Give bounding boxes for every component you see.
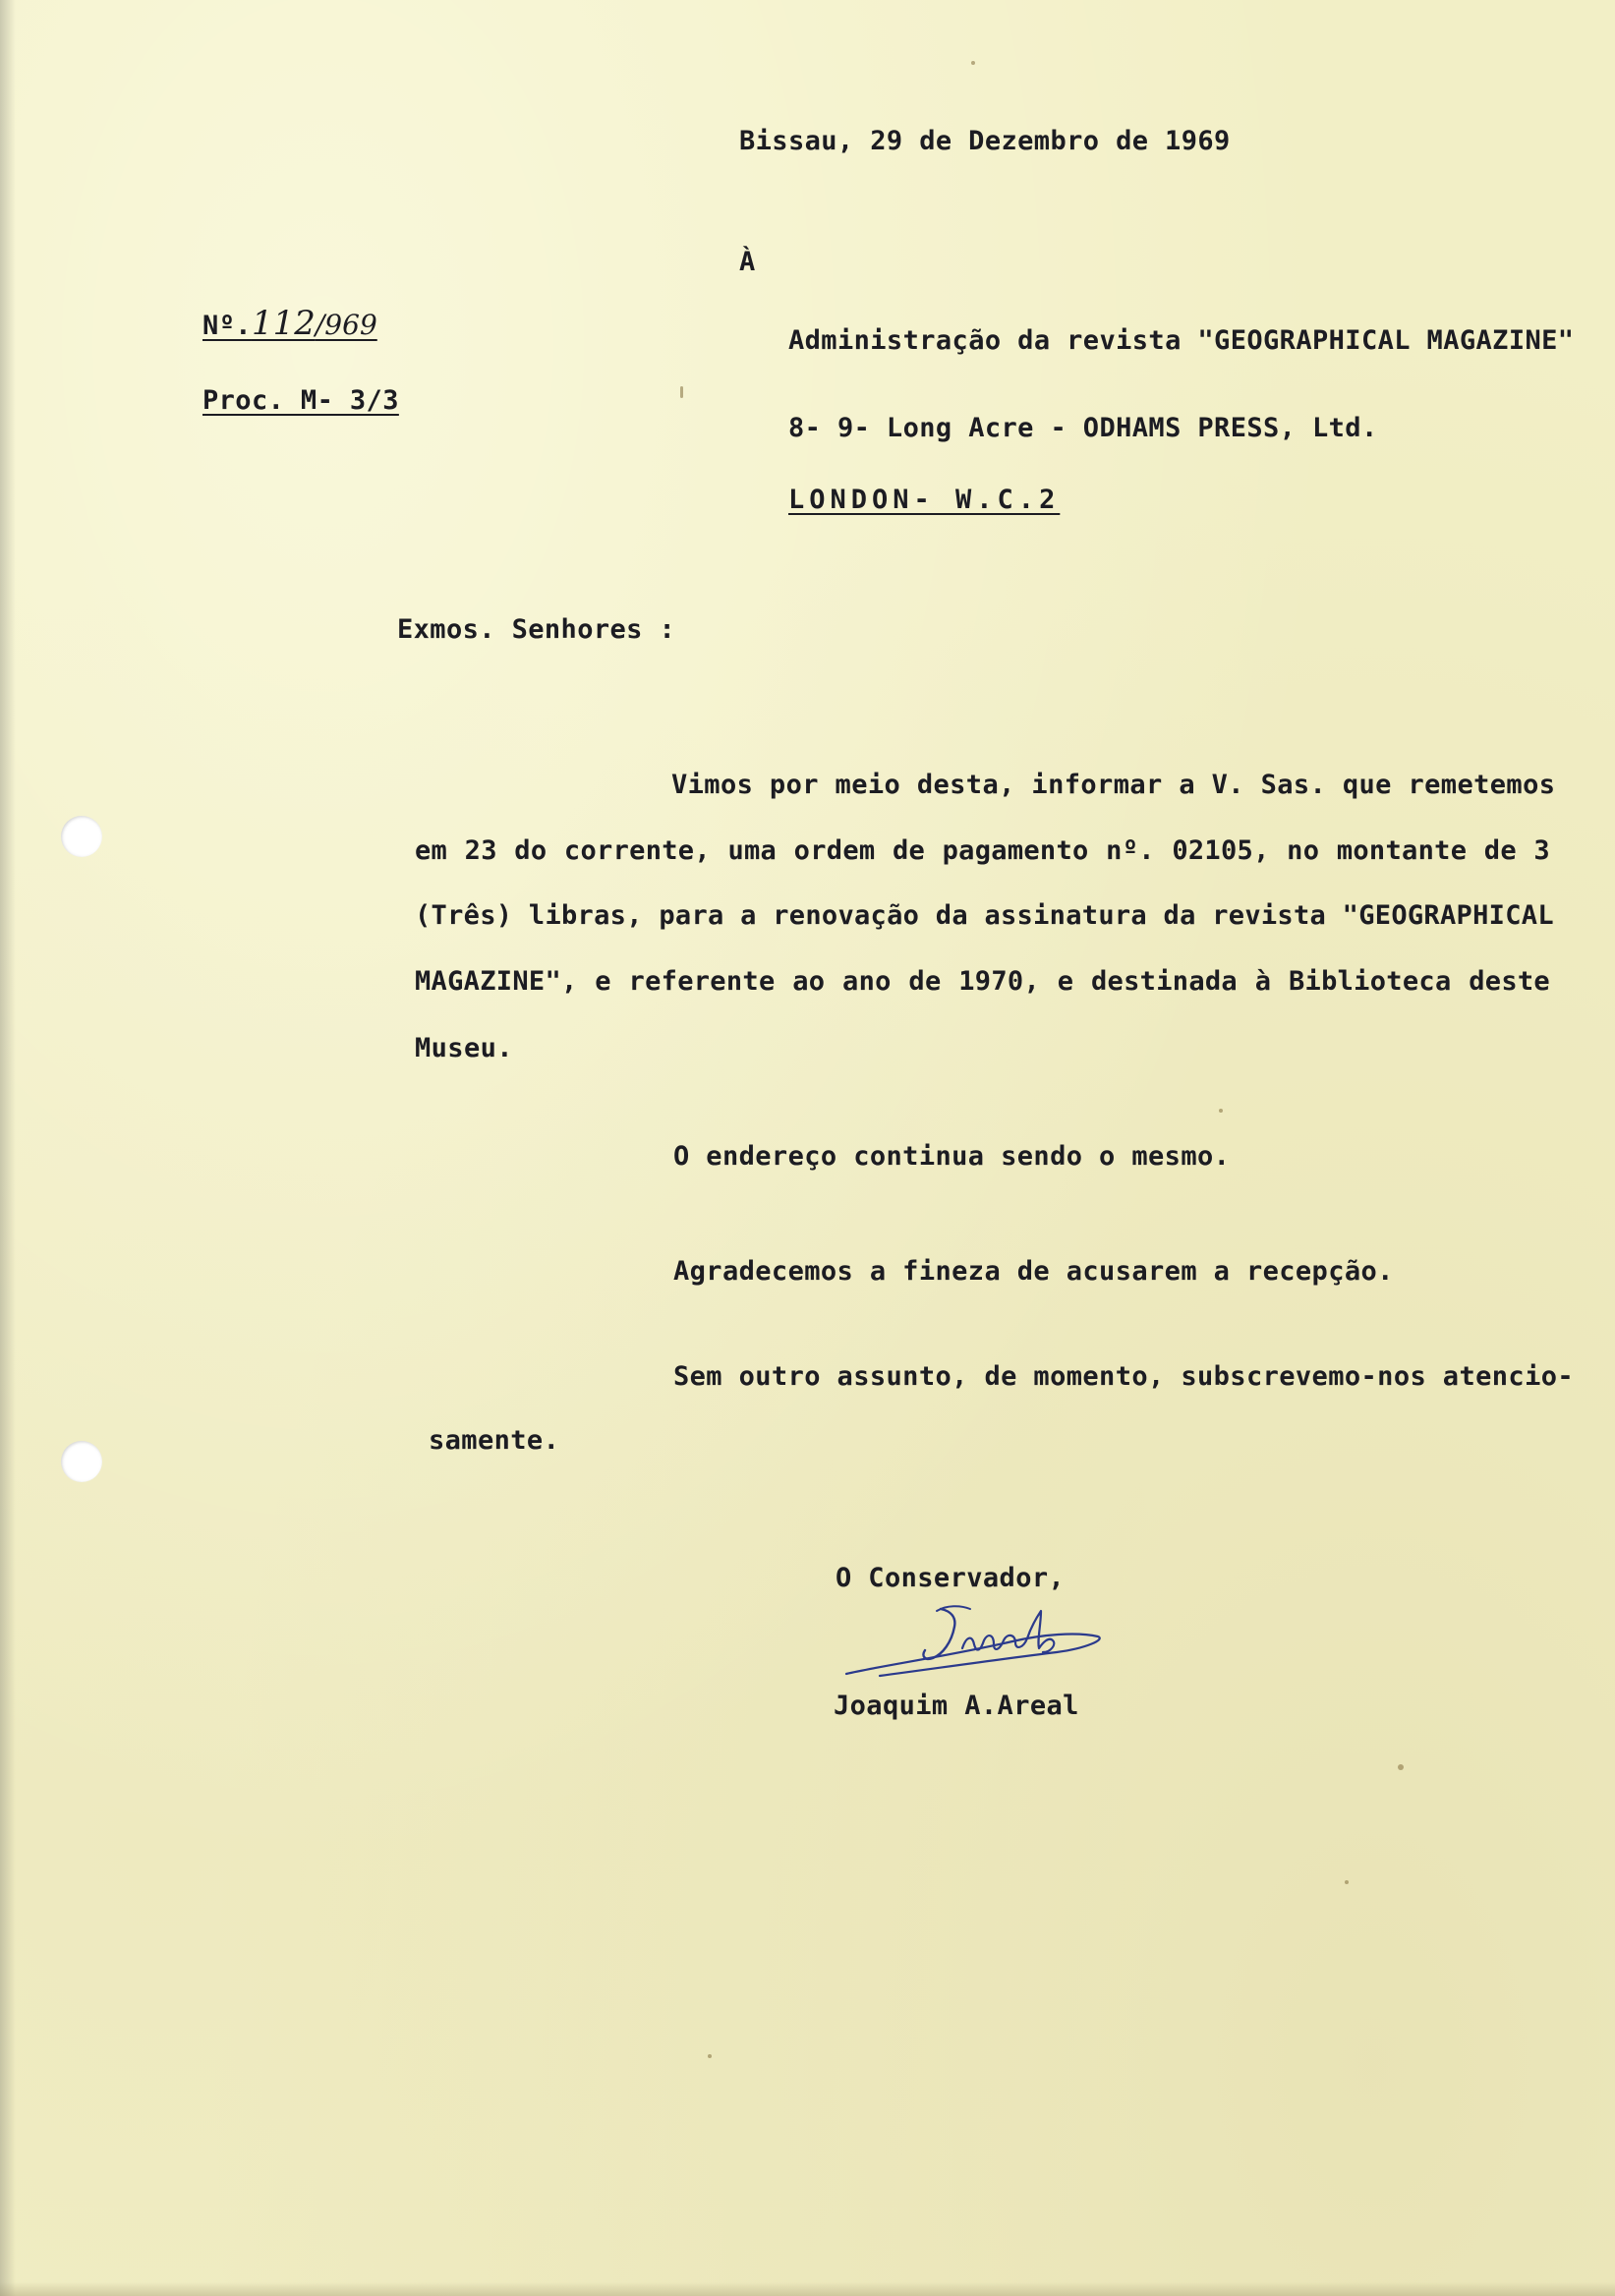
to-marker: À xyxy=(739,247,756,277)
signatory-name: Joaquim A.Areal xyxy=(834,1691,1079,1721)
date-line: Bissau, 29 de Dezembro de 1969 xyxy=(739,126,1231,156)
paragraph-3: Agradecemos a fineza de acusarem a recepção. xyxy=(673,1256,1394,1287)
recipient-line-1: Administração da revista "GEOGRAPHICAL MAGAZINE" xyxy=(788,325,1575,356)
process-reference: Proc. M- 3/3 xyxy=(202,385,399,416)
salutation: Exmos. Senhores : xyxy=(397,614,676,645)
bottom-edge-shadow xyxy=(0,2282,1615,2296)
paragraph-1-line-1: Vimos por meio desta, informar a V. Sas. que remetemos xyxy=(671,770,1556,800)
paragraph-1-line-5: Museu. xyxy=(415,1033,513,1063)
paragraph-4-line-2: samente. xyxy=(429,1425,560,1456)
paragraph-1-line-2: em 23 do corrente, uma ordem de pagamento nº. 02105, no montante de 3 xyxy=(415,835,1550,866)
reference-number-year: /969 xyxy=(315,309,377,341)
left-edge-shadow xyxy=(0,0,16,2296)
handwritten-signature xyxy=(840,1597,1125,1691)
reference-number-prefix: Nº. xyxy=(202,311,252,341)
punch-hole-bottom xyxy=(61,1441,102,1482)
paper-speck xyxy=(1219,1109,1223,1113)
paper-speck xyxy=(971,61,975,65)
punch-hole-top xyxy=(61,816,102,857)
paper-speck xyxy=(1345,1880,1349,1884)
closing-title: O Conservador, xyxy=(836,1563,1066,1593)
paragraph-1-line-4: MAGAZINE", e referente ao ano de 1970, e destinada à Biblioteca deste xyxy=(415,966,1550,997)
paragraph-1-line-3: (Três) libras, para a renovação da assinatura da revista "GEOGRAPHICAL xyxy=(415,900,1554,931)
paper-speck xyxy=(680,386,683,398)
paper-speck xyxy=(1398,1764,1404,1770)
paragraph-2: O endereço continua sendo o mesmo. xyxy=(673,1141,1231,1172)
recipient-line-2: 8- 9- Long Acre - ODHAMS PRESS, Ltd. xyxy=(788,413,1378,443)
reference-number xyxy=(202,304,377,343)
reference-number-handwritten: 112 xyxy=(251,304,316,343)
recipient-city: LONDON- W.C.2 xyxy=(788,485,1061,515)
paper-speck xyxy=(708,2054,712,2058)
paragraph-4-line-1: Sem outro assunto, de momento, subscrevemo-nos atencio- xyxy=(673,1361,1575,1392)
